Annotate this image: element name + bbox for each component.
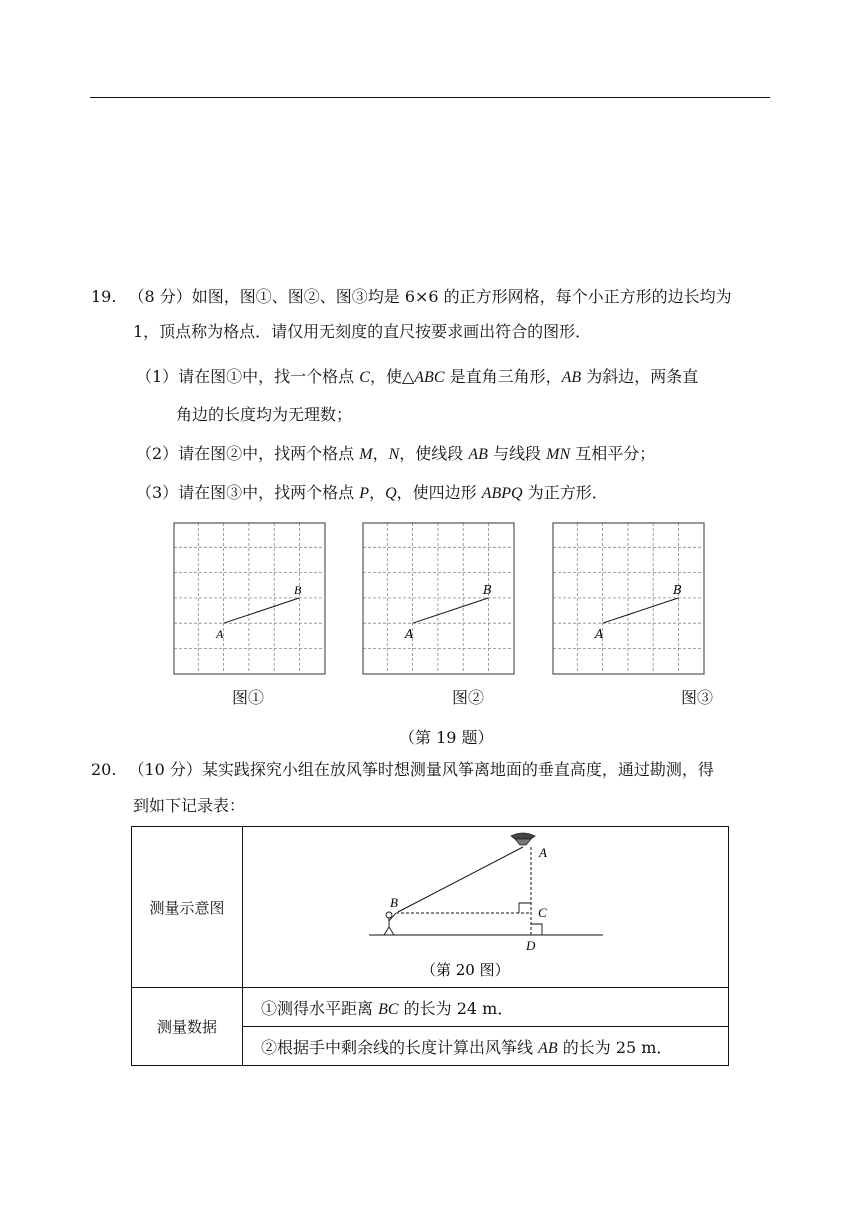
q19-part-1-cont: 角边的长度均为无理数；: [176, 405, 353, 424]
point-c-label: C: [538, 905, 547, 920]
data-line-1: ①测得水平距离 BC 的长为 24 m．: [243, 988, 729, 1027]
point-a-label: A: [595, 627, 604, 641]
grid-figure-3: [552, 522, 706, 680]
point-b-label: B: [390, 895, 398, 910]
q20-stem-2: 到如下记录表：: [133, 796, 246, 815]
q19-part-3: （3）请在图③中，找两个格点 P，Q，使四边形 ABPQ 为正方形．: [136, 483, 608, 502]
kite-icon: [511, 833, 535, 845]
person-icon: [384, 912, 396, 935]
figure-2-caption: 图②: [452, 688, 485, 707]
table-row: [132, 827, 729, 988]
q20-number: 20.: [91, 760, 117, 779]
figure-3-caption: 图③: [681, 688, 714, 707]
point-b-label: B: [673, 583, 682, 597]
figure-20-caption: （第 20 图）: [421, 961, 510, 979]
q20-stem-1: 某实践探究小组在放风筝时想测量风筝离地面的垂直高度，通过勘测，得: [201, 760, 714, 779]
q19-score: （8 分）: [128, 287, 192, 306]
table-row: [132, 988, 729, 1027]
grid-figure-1: [173, 522, 327, 680]
point-a-label: A: [216, 627, 224, 641]
row-label-diagram: 测量示意图: [132, 827, 243, 988]
record-table: [131, 826, 729, 1066]
kite-diagram: [243, 827, 727, 987]
row-label-data: 测量数据: [132, 988, 243, 1066]
grid-svg-3: [552, 522, 706, 676]
point-d-label: D: [526, 938, 536, 953]
header-rule: [90, 97, 770, 98]
q19-number: 19.: [91, 287, 117, 306]
point-a-label: A: [539, 845, 547, 860]
point-b-label: B: [294, 583, 302, 597]
diagram-cell: [243, 827, 729, 988]
q20-score: （10 分）: [128, 760, 202, 779]
grid-figure-2: [362, 522, 516, 680]
figure-1-caption: 图①: [232, 688, 265, 707]
point-b-label: B: [483, 583, 492, 597]
q20-line-1: [91, 760, 714, 780]
q19-part-1: （1）请在图①中，找一个格点 C，使△ABC 是直角三角形，AB 为斜边，两条直: [136, 367, 699, 386]
q19-part-2: （2）请在图②中，找两个格点 M，N，使线段 AB 与线段 MN 互相平分；: [136, 444, 656, 463]
q19-stem-2: 1，顶点称为格点．请仅用无刻度的直尺按要求画出符合的图形．: [133, 322, 592, 341]
q19-line-1: [91, 287, 732, 307]
grid-svg-2: [362, 522, 516, 676]
data-line-2: ②根据手中剩余线的长度计算出风筝线 AB 的长为 25 m．: [243, 1027, 729, 1066]
q19-stem-1: 如图，图①、图②、图③均是 6×6 的正方形网格，每个小正方形的边长均为: [191, 287, 732, 306]
grid-svg-1: [173, 522, 327, 676]
point-a-label: A: [405, 627, 414, 641]
q19-caption: （第 19 题）: [399, 728, 494, 747]
